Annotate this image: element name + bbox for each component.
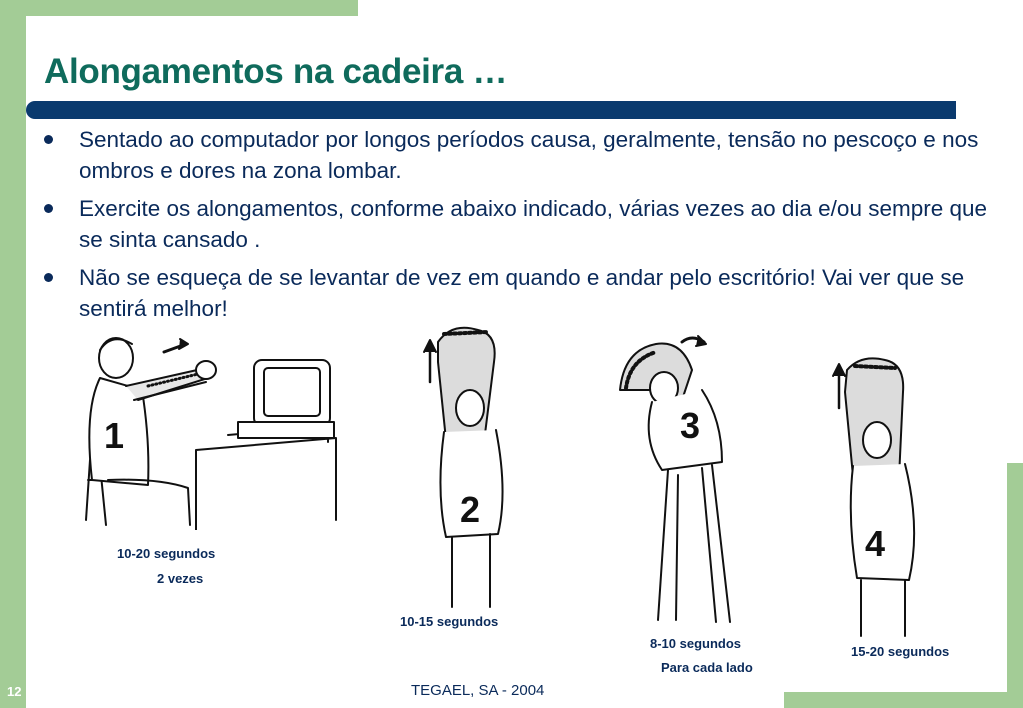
bullet-item: Exercite os alongamentos, conforme abaixo indicado, várias vezes ao dia e/ou sempre que se sinta cansado . [44, 193, 994, 255]
bullet-dot-icon [44, 204, 53, 213]
bullet-dot-icon [44, 135, 53, 144]
exercise-1-illustration [78, 330, 348, 530]
footer-text: TEGAEL, SA - 2004 [411, 682, 545, 699]
exercise-2-illustration [412, 322, 522, 612]
figure-1-caption-line2: 2 vezes [157, 571, 204, 586]
figure-number: 3 [680, 405, 701, 446]
exercise-3-illustration [612, 330, 742, 630]
bullet-dot-icon [44, 273, 53, 282]
bullet-list [44, 124, 994, 331]
figure-4-caption-line1: 15-20 segundos [851, 644, 950, 659]
page-number: 12 [7, 684, 22, 699]
figure-3-caption-line1: 8-10 segundos [650, 636, 742, 651]
exercise-4-illustration [825, 348, 935, 638]
slide-title: Alongamentos na cadeira … [44, 52, 508, 91]
decor-strip-left [0, 0, 26, 708]
title-underline-bar [26, 101, 956, 119]
decor-strip-top [26, 0, 358, 16]
decor-strip-right [1007, 463, 1023, 708]
bullet-item: Sentado ao computador por longos períodos causa, geralmente, tensão no pescoço e nos ombros e dores na zona lombar. [44, 124, 994, 186]
figure-3-caption-line2: Para cada lado [661, 660, 753, 675]
figure-number: 2 [460, 489, 481, 530]
figure-number: 1 [104, 415, 125, 456]
figure-number: 4 [865, 523, 886, 564]
figure-2-caption-line1: 10-15 segundos [400, 614, 499, 629]
decor-strip-bottom [784, 692, 1023, 708]
bullet-item: Não se esqueça de se levantar de vez em quando e andar pelo escritório! Vai ver que se sentirá melhor! [44, 262, 994, 324]
figure-1-caption-line1: 10-20 segundos [117, 546, 216, 561]
